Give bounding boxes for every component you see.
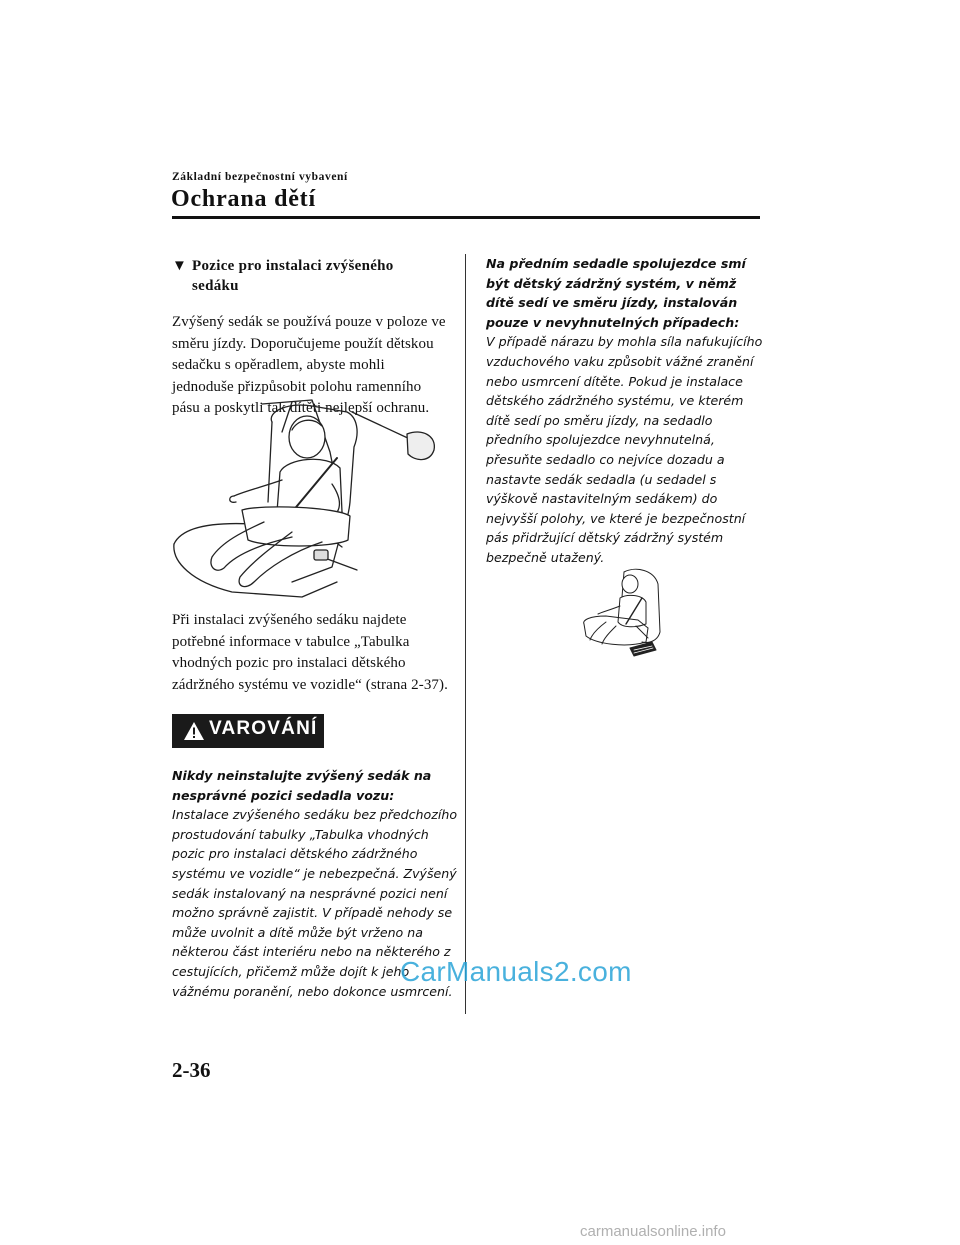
warning-body: Instalace zvýšeného sedáku bez předchozího prostudování tabulky „Tabulka vhodných pozic pro instalaci dětského zádržného systému ve vozidle“ je nebezpečná. Zvýšený sedák instalovaný na nesprávné pozici není možno správně zajistit. V případě nehody se může uvolnit a dítě může být vrženo na některou část interiéru nebo na některého z cestujících, přičemž může dojít k jeho vážnému poranění, nebo dokonce usmrcení.: [172, 807, 458, 999]
section-label: Základní bezpečnostní vybavení: [172, 171, 348, 183]
warning-label: VAROVÁNÍ: [209, 718, 318, 739]
warning-triangle-icon: [183, 721, 205, 741]
subheading-text: Pozice pro instalaci zvýšeného sedáku: [192, 258, 394, 294]
warning-lead: Nikdy neinstalujte zvýšený sedák na nesprávné pozici sedadla vozu:: [172, 768, 432, 803]
footer-watermark: carmanualsonline.info: [580, 1223, 726, 1240]
column-divider: [465, 254, 466, 1014]
front-seat-warning-lead: Na předním sedadle spolujezdce smí být dětský zádržný systém, v němž dítě sedí ve směru jízdy, instalován pouze v nevyhnutelných případech:: [486, 256, 746, 330]
booster-seat-illustration: [172, 392, 442, 602]
page-number: 2-36: [172, 1058, 211, 1082]
triangle-marker-icon: ▼: [172, 258, 188, 274]
intro-paragraph: Zvýšený sedák se používá pouze v poloze ve směru jízdy. Doporučujeme použít dětskou sedačku s opěradlem, abyste mohli jednoduše přizpůsobit polohu ramenního pásu a poskytli tak dítěti nejlepší ochranu.: [172, 314, 446, 416]
front-seat-warning-body: V případě nárazu by mohla síla nafukujícího vzduchového vaku způsobit vážné zranění nebo usmrcení dítěte. Pokud je instalace dětského zádržného systému, ve kterém dítě sedí po směru jízdy, na sedadlo předního spolujezdce nevyhnutelná, přesuňte sedadlo co nejvíce dozadu a nastavte sedák sedadla (u sedadel s výškově nastavitelným sedákem) do nejvyšší polohy, ve které je bezpečnostní pás přidržující dětský zádržný systém bezpečně utažený.: [486, 334, 763, 565]
site-watermark: CarManuals2.com: [400, 956, 632, 987]
warning-badge: [172, 714, 324, 748]
subheading: [172, 256, 442, 296]
header-rule: [172, 216, 760, 219]
front-seat-warning-text: [486, 254, 768, 568]
front-seat-illustration: [576, 562, 666, 664]
chapter-title: Ochrana dětí: [171, 186, 316, 212]
table-reference-paragraph: Při instalaci zvýšeného sedáku najdete potřebné informace v tabulce „Tabulka vhodných pozic pro instalaci dětského zádržného systému ve vozidle“ (strana 2-37).: [172, 612, 448, 693]
